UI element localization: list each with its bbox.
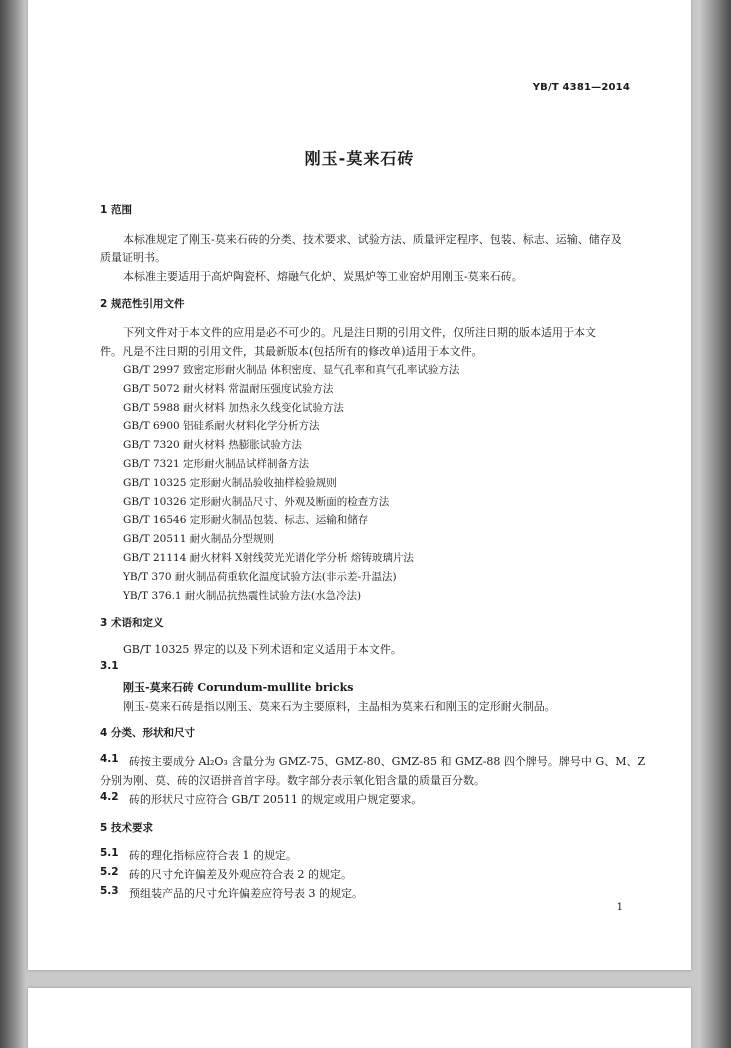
section-2-paragraph-line-1: 下列文件对于本文件的应用是必不可少的。凡是注日期的引用文件，仅所注日期的版本适用于本文 [123,326,596,339]
clause-3-1-number: 3.1 [100,660,119,672]
reference-item: GB/T 7320 耐火材料 热膨胀试验方法 [123,439,302,451]
section-1-paragraph-2: 本标准主要适用于高炉陶瓷杯、熔融气化炉、炭黑炉等工业窑炉用刚玉-莫来石砖。 [123,270,523,283]
document-page [28,0,691,970]
reference-item: GB/T 16546 定形耐火制品包装、标志、运输和储存 [123,514,369,526]
reference-item: GB/T 5988 耐火材料 加热永久线变化试验方法 [123,402,344,414]
reference-item: GB/T 7321 定形耐火制品试样制备方法 [123,458,310,470]
section-3-paragraph: GB/T 10325 界定的以及下列术语和定义适用于本文件。 [123,643,402,656]
clause-5-1-text: 砖的理化指标应符合表 1 的规定。 [129,849,297,862]
clause-5-2-number: 5.2 [100,866,119,878]
clause-5-3-number: 5.3 [100,885,119,897]
reference-item: GB/T 20511 耐火制品分型规则 [123,533,274,545]
term-corundum-mullite-brick: 刚玉-莫来石砖 Corundum-mullite bricks [123,681,354,694]
standard-number: YB/T 4381—2014 [532,82,630,93]
reference-item: GB/T 2997 致密定形耐火制品 体积密度、显气孔率和真气孔率试验方法 [123,364,460,376]
document-title: 刚玉-莫来石砖 [304,149,415,168]
clause-4-2-text: 砖的形状尺寸应符合 GB/T 20511 的规定或用户规定要求。 [129,793,423,806]
term-definition: 刚玉-莫来石砖是指以刚玉、莫来石为主要原料，主晶相为莫来石和刚玉的定形耐火制品。 [123,700,556,713]
clause-5-2-text: 砖的尺寸允许偏差及外观应符合表 2 的规定。 [129,868,352,881]
section-1-paragraph-1-line-2: 质量证明书。 [100,251,166,264]
reference-item: YB/T 376.1 耐火制品抗热震性试验方法(水急冷法) [123,590,362,602]
reference-item: GB/T 21114 耐火材料 X射线荧光光谱化学分析 熔铸玻璃片法 [123,552,414,564]
clause-4-2-number: 4.2 [100,791,119,803]
section-1-paragraph-1-line-1: 本标准规定了刚玉-莫来石砖的分类、技术要求、试验方法、质量评定程序、包装、标志、运输、储存及 [123,233,622,246]
section-4-heading: 4 分类、形状和尺寸 [100,727,195,739]
clause-4-1-number: 4.1 [100,753,119,765]
clause-4-1-line-2: 分别为刚、莫、砖的汉语拼音首字母。数字部分表示氧化铝含量的质量百分数。 [100,774,485,787]
clause-5-1-number: 5.1 [100,847,119,859]
section-1-heading: 1 范围 [100,204,132,216]
section-2-heading: 2 规范性引用文件 [100,298,185,310]
section-3-heading: 3 术语和定义 [100,617,164,629]
reference-item: GB/T 6900 铝硅系耐火材料化学分析方法 [123,420,320,432]
clause-4-1-line-1: 砖按主要成分 Al₂O₃ 含量分为 GMZ-75、GMZ-80、GMZ-85 和 GMZ-88 四个牌号。牌号中 G、M、Z [129,755,646,768]
reference-item: GB/T 10325 定形耐火制品验收抽样检验规则 [123,477,337,489]
section-2-paragraph-line-2: 件。凡是不注日期的引用文件，其最新版本(包括所有的修改单)适用于本文件。 [100,345,483,358]
next-page-edge [28,988,691,1048]
clause-5-3-text: 预组装产品的尺寸允许偏差应符号表 3 的规定。 [129,887,363,900]
reference-item: GB/T 5072 耐火材料 常温耐压强度试验方法 [123,383,334,395]
page-number: 1 [616,902,623,913]
reference-item: YB/T 370 耐火制品荷重软化温度试验方法(非示差-升温法) [123,571,397,583]
section-5-heading: 5 技术要求 [100,822,153,834]
reference-item: GB/T 10326 定形耐火制品尺寸、外观及断面的检查方法 [123,496,390,508]
